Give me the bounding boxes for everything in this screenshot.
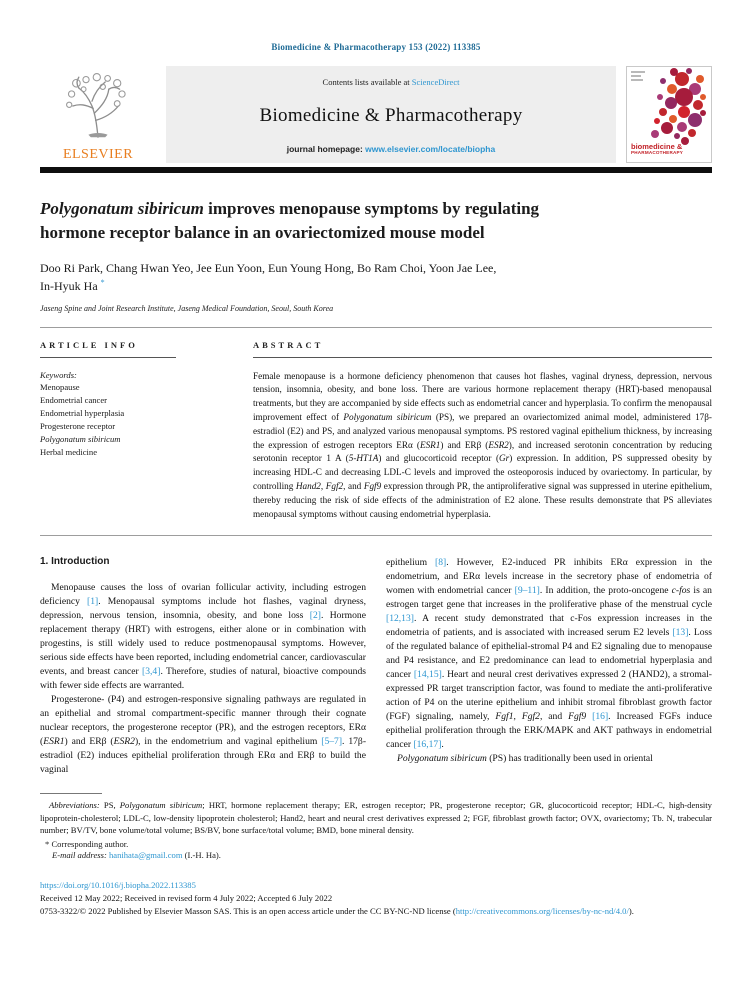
text-segment: Female menopause is a hormone deficiency phenomenon that causes hot flashes, vaginal dryness, depression, nervous tension, insomnia, obesity, and bone loss. There are various hormone replacement therapy (HRT)-based menopausal treatments, but they are accompanied by side effects such as endometrial cancer and hyperplasia. To confirm the menopausal improvement effect of: [253, 370, 712, 422]
text-segment: Gr: [499, 453, 510, 464]
text-segment: Abbreviations:: [49, 800, 104, 811]
inline-link[interactable]: [1]: [87, 596, 99, 608]
corresponding-author-mark[interactable]: *: [100, 277, 105, 287]
title-species-name: Polygonatum sibiricum: [40, 199, 204, 218]
intro-paragraph-3: [386, 556, 712, 752]
abbreviations-footnote: [40, 799, 712, 836]
inline-link[interactable]: [16,17]: [413, 739, 442, 751]
text-segment: . Heart and neural crest derivatives expressed 2 (HAND2), a stromal-expressed PR target transcription factor, was found to mediate the anti-proliferative action of P4 on the uterine epithelium and inhibit stromal fibroblast growth factor (FGF) signaling, namely,: [386, 669, 712, 723]
body-left-column: [40, 556, 366, 777]
text-segment: ESR1: [43, 736, 65, 748]
journal-title: Biomedicine & Pharmacotherapy: [259, 104, 523, 126]
text-segment: 5-HT1A: [348, 453, 379, 464]
text-segment: Fgf9: [568, 711, 587, 723]
text-segment: . Therefore, studies of natural, bioactive compounds with fewer side effects are warranted.: [40, 666, 366, 692]
body-right-column: [386, 556, 712, 777]
running-head-citation: Biomedicine & Pharmacotherapy 153 (2022) 113385: [271, 42, 481, 52]
info-abstract-section: [40, 328, 712, 536]
body-columns: [40, 556, 712, 777]
inline-link[interactable]: [14,15]: [413, 669, 442, 681]
article-info-heading: ARTICLE INFO: [40, 339, 138, 350]
text-segment: Polygonatum sibiricum: [119, 800, 203, 811]
cover-title: [631, 143, 683, 156]
intro-paragraph-4: [386, 752, 712, 766]
title-line2: hormone receptor balance in an ovariectomized mouse model: [40, 223, 485, 243]
affiliation: Jaseng Spine and Joint Research Institute, Jaseng Medical Foundation, Seoul, South Korea: [40, 303, 334, 313]
bottom-matter: [40, 880, 712, 917]
inline-link[interactable]: [16]: [592, 711, 609, 723]
inline-link[interactable]: [13]: [672, 627, 689, 639]
contents-line: [174, 77, 608, 87]
authors-line2: In-Hyuk Ha: [40, 278, 98, 293]
elsevier-wordmark: ELSEVIER: [62, 147, 134, 162]
homepage-prefix: journal homepage:: [286, 144, 366, 154]
text-segment: ) expression. In addition, PS suppressed obesity by increasing HDL-C and decreasing LDL-C levels and improved the osteoporosis induced by ovariectomy. In particular, by controlling: [253, 453, 712, 491]
article-title: [40, 197, 680, 246]
text-segment: . In addition, the proto-oncogene: [539, 585, 672, 597]
text-segment: ,: [320, 480, 326, 491]
text-segment: 0753-3322/© 2022 Published by Elsevier Masson SAS. This is an open access article under the CC BY-NC-ND license (: [40, 905, 456, 916]
inline-link[interactable]: http://creativecommons.org/licenses/by-nc-nd/4.0/: [455, 905, 629, 916]
footnote-rule: [40, 793, 102, 794]
text-segment: Fgf2: [325, 480, 344, 491]
email-line: [40, 850, 712, 860]
homepage-url-link[interactable]: www.elsevier.com/locate/biopha: [365, 144, 496, 154]
article-info-rule: [40, 357, 176, 358]
text-segment: ), and increased serotonin concentration by reducing serotonin receptor 1 A (: [253, 439, 712, 464]
intro-paragraph-2: [40, 693, 366, 777]
text-segment: . A recent study demonstrated that c-Fos expression increases in the endometria of patients, and is associated with increased serum E2 levels: [386, 613, 712, 639]
corresponding-author-note: * Corresponding author.: [45, 838, 129, 849]
text-segment: expression through PR, the antiproliferative signal was suppressed in uterine epithelium, thereby reducing the risk of side effects of the administration of E2 alone. These results demonstrate that PS alleviates menopausal symptoms without causing endometrial hyperplasia.: [253, 480, 713, 519]
intro-paragraph-1: [40, 581, 366, 693]
text-segment: ) and ERβ (: [64, 736, 114, 748]
text-segment: Menopause: [40, 381, 80, 392]
text-segment: Fgf9: [363, 480, 382, 491]
text-segment: . However, E2-induced PR inhibits ERα expression in the endometrium, and ERα levels increase in the secretory phase of endometria of women with endometrial cancer: [386, 557, 712, 597]
cover-title-line2: PHARMACOTHERAPY: [631, 150, 684, 156]
text-segment: ESR1: [419, 439, 441, 450]
cover-title-line1: biomedicine &: [631, 142, 683, 152]
text-segment: Polygonatum sibiricum: [40, 433, 121, 444]
text-segment: Herbal medicine: [40, 446, 98, 457]
inline-link[interactable]: [3,4]: [142, 666, 161, 678]
text-segment: ; HRT, hormone replacement therapy; ER, estrogen receptor; PR, progesterone receptor; GR, glucocorticoid receptor; HDL-C, high-density lipoprotein-cholesterol; LDL-C, low-density lipoprotein cholesterol; Hand2, heart and neural crest derivatives expressed 2; FGF, fibroblast growth factor; OVX, ovariectomy; Tb. N, trabecular number; BV/TV, bone volume/total volume; BS/BV, bone surface/total volume; BMD, bone mineral density.: [40, 800, 712, 836]
text-segment: Progesterone receptor: [40, 420, 116, 431]
journal-cover-thumbnail[interactable]: [626, 66, 712, 163]
sciencedirect-link[interactable]: ScienceDirect: [411, 77, 460, 87]
text-segment: Polygonatum sibiricum: [343, 411, 432, 422]
text-segment: . Loss of the regulated balance of epithelial-stromal P4 and E2 signaling due to menopause and P4 resistance, and E2 predominance can lead to endometrial hyperplasia and cancer: [386, 627, 713, 681]
abstract-heading: ABSTRACT: [253, 339, 324, 350]
masthead-divider-bar: [40, 167, 712, 173]
text-segment: . 17β-estradiol (E2) induces epithelial proliferation through ERα and ERβ to build the vaginal: [40, 736, 367, 776]
text-segment: Endometrial cancer: [40, 394, 108, 405]
title-rest: improves menopause symptoms by regulating: [203, 199, 540, 218]
authors-line1: Doo Ri Park, Chang Hwan Yeo, Jee Eun Yoon, Eun Young Hong, Bo Ram Choi, Yoon Jae Lee,: [40, 260, 497, 275]
text-segment: c-fos: [671, 585, 691, 597]
contents-prefix: Contents lists available at: [322, 77, 412, 87]
abstract-rule: [253, 357, 712, 358]
author-list: [40, 259, 680, 295]
section-divider-body: [40, 535, 712, 536]
text-segment: . Menopausal symptoms include hot flashes, vaginal dryness, depression, nervous tension, insomnia, obesity, and bone loss: [40, 596, 366, 622]
text-segment: Menopause causes the loss of ovarian follicular activity, including estrogen deficiency: [40, 582, 366, 608]
doi-link[interactable]: https://doi.org/10.1016/j.biopha.2022.113385: [40, 879, 196, 890]
text-segment: epithelium: [386, 557, 436, 569]
keywords-label: Keywords:: [40, 369, 77, 380]
abstract-column: [253, 340, 712, 522]
inline-link[interactable]: [5–7]: [321, 736, 343, 748]
journal-banner: [166, 66, 616, 163]
text-segment: ESR2: [113, 736, 135, 748]
elsevier-tree-icon: [40, 66, 156, 145]
text-segment: , and: [343, 480, 364, 491]
text-segment: ESR2: [488, 439, 509, 450]
text-segment: . Increased FGFs induce epithelial proliferation through the ERK/MAPK and AKT pathways in endometrial cancer: [386, 711, 712, 751]
text-segment: ) and glucocorticoid receptor (: [378, 453, 500, 464]
inline-link[interactable]: [12,13]: [386, 613, 414, 625]
text-segment: , and: [539, 711, 569, 723]
text-segment: (I.-H. Ha).: [182, 849, 221, 860]
text-segment: ) and ERβ (: [440, 439, 489, 450]
text-segment: Fgf2: [521, 711, 540, 723]
text-segment: Hand2: [295, 480, 321, 491]
license-line: [40, 905, 712, 917]
text-segment: (PS) has traditionally been used in oriental: [486, 753, 653, 765]
received-dates: Received 12 May 2022; Received in revised form 4 July 2022; Accepted 6 July 2022: [40, 892, 333, 903]
text-segment: is an estrogen target gene that increases in the proliferative phase of the menstrual cycle: [386, 585, 712, 611]
text-segment: ).: [628, 905, 634, 916]
masthead: [40, 66, 712, 163]
inline-link[interactable]: [9–11]: [514, 585, 540, 597]
inline-link[interactable]: [2]: [309, 610, 321, 622]
elsevier-logo: [40, 66, 156, 163]
homepage-line: [174, 144, 608, 154]
text-segment: PS,: [103, 800, 120, 811]
text-segment: . Hormone replacement therapy (HRT) with estrogens, either alone or in combination with progestins, is still widely used to reduce postmenopausal symptoms. However, serious side effects have been reported, including endometrial cancer, cardiovascular events, and breast cancer: [40, 610, 366, 678]
text-segment: Endometrial hyperplasia: [40, 407, 125, 418]
keywords-list: [40, 381, 236, 459]
inline-link[interactable]: hanihata@gmail.com: [108, 849, 183, 860]
inline-link[interactable]: [8]: [435, 557, 447, 569]
text-segment: Progesterone- (P4) and estrogen-responsive signaling pathways are regulated in an epithelial and stromal compartment-specific manner through their cognate nuclear receptors, the progesterone receptor (PR), and the estrogen receptors, ERα (: [40, 694, 366, 748]
introduction-heading: 1. Introduction: [40, 556, 110, 568]
article-info-column: [40, 340, 236, 522]
text-segment: Polygonatum sibiricum: [397, 753, 487, 765]
text-segment: ), in the endometrium and vaginal epithelium: [134, 736, 322, 748]
text-segment: (PS), we prepared an ovariectomized animal model, administered 17β-estradiol (E2) and PS, and analyzed various menopausal symptoms. PS restored vaginal epithelium thickness, by increasing the expression of estrogen receptors ERα (: [253, 411, 712, 450]
text-segment: ,: [513, 711, 522, 723]
abstract-text: [253, 370, 712, 522]
cover-meta-lines: [631, 71, 645, 83]
text-segment: E-mail address:: [52, 849, 109, 860]
text-segment: .: [441, 739, 444, 751]
text-segment: Fgf1: [495, 711, 514, 723]
